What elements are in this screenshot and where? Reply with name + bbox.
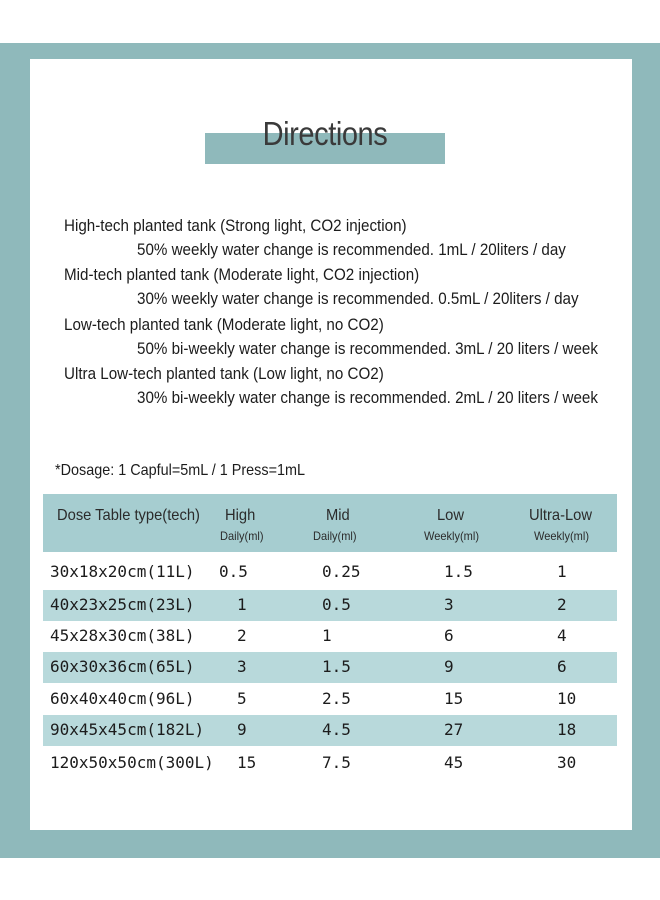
cell-tank-size: 60x40x40cm(96L): [50, 689, 195, 708]
table-row: [43, 652, 617, 683]
cell-ultra-low: 6: [557, 657, 567, 676]
table-row: [43, 590, 617, 621]
cell-ultra-low: 18: [557, 720, 577, 739]
cell-ultra-low: 10: [557, 689, 577, 708]
column-ultra-low-unit: Weekly(ml): [534, 529, 589, 543]
cell-high: 3: [237, 657, 247, 676]
direction-detail: 50% bi-weekly water change is recommended. 3mL / 20 liters / week: [137, 340, 598, 358]
table-row: [43, 621, 617, 652]
cell-high: 0.5: [219, 562, 248, 581]
table-row: [43, 715, 617, 746]
cell-mid: 2.5: [322, 689, 351, 708]
cell-high: 9: [237, 720, 247, 739]
column-low: Low: [437, 507, 465, 524]
cell-mid: 4.5: [322, 720, 351, 739]
cell-ultra-low: 4: [557, 626, 567, 645]
cell-ultra-low: 1: [557, 562, 567, 581]
page-title: Directions: [262, 115, 388, 152]
cell-high: 2: [237, 626, 247, 645]
direction-heading: High-tech planted tank (Strong light, CO2 injection): [64, 217, 407, 235]
table-row: [43, 557, 617, 588]
direction-heading: Low-tech planted tank (Moderate light, no CO2): [64, 316, 384, 334]
cell-tank-size: 40x23x25cm(23L): [50, 595, 195, 614]
table-row: [43, 684, 617, 715]
direction-heading: Mid-tech planted tank (Moderate light, CO2 injection): [64, 266, 420, 284]
column-high-unit: Daily(ml): [220, 529, 264, 543]
cell-tank-size: 90x45x45cm(182L): [50, 720, 205, 739]
column-high: High: [225, 507, 256, 524]
cell-low: 15: [444, 689, 464, 708]
column-ultra-low: Ultra-Low: [529, 507, 592, 524]
cell-low: 1.5: [444, 562, 473, 581]
cell-low: 9: [444, 657, 454, 676]
cell-mid: 1: [322, 626, 332, 645]
cell-tank-size: 120x50x50cm(300L): [50, 753, 214, 772]
cell-ultra-low: 2: [557, 595, 567, 614]
cell-low: 45: [444, 753, 464, 772]
cell-tank-size: 60x30x36cm(65L): [50, 657, 195, 676]
cell-low: 3: [444, 595, 454, 614]
cell-mid: 0.5: [322, 595, 351, 614]
direction-detail: 50% weekly water change is recommended. 1mL / 20liters / day: [137, 241, 566, 259]
cell-low: 6: [444, 626, 454, 645]
cell-tank-size: 45x28x30cm(38L): [50, 626, 195, 645]
dose-table-header: [43, 494, 617, 552]
cell-tank-size: 30x18x20cm(11L): [50, 562, 195, 581]
table-row: [43, 748, 617, 779]
direction-detail: 30% bi-weekly water change is recommended. 2mL / 20 liters / week: [137, 389, 598, 407]
cell-ultra-low: 30: [557, 753, 577, 772]
dosage-note: *Dosage: 1 Capful=5mL / 1 Press=1mL: [55, 462, 306, 479]
direction-heading: Ultra Low-tech planted tank (Low light, no CO2): [64, 365, 384, 383]
cell-high: 5: [237, 689, 247, 708]
cell-high: 15: [237, 753, 257, 772]
cell-mid: 1.5: [322, 657, 351, 676]
table-header-label: Dose Table type(tech): [57, 507, 200, 524]
cell-mid: 0.25: [322, 562, 361, 581]
cell-mid: 7.5: [322, 753, 351, 772]
column-low-unit: Weekly(ml): [424, 529, 479, 543]
cell-high: 1: [237, 595, 247, 614]
direction-detail: 30% weekly water change is recommended. 0.5mL / 20liters / day: [137, 290, 579, 308]
column-mid: Mid: [326, 507, 350, 524]
cell-low: 27: [444, 720, 464, 739]
column-mid-unit: Daily(ml): [313, 529, 357, 543]
